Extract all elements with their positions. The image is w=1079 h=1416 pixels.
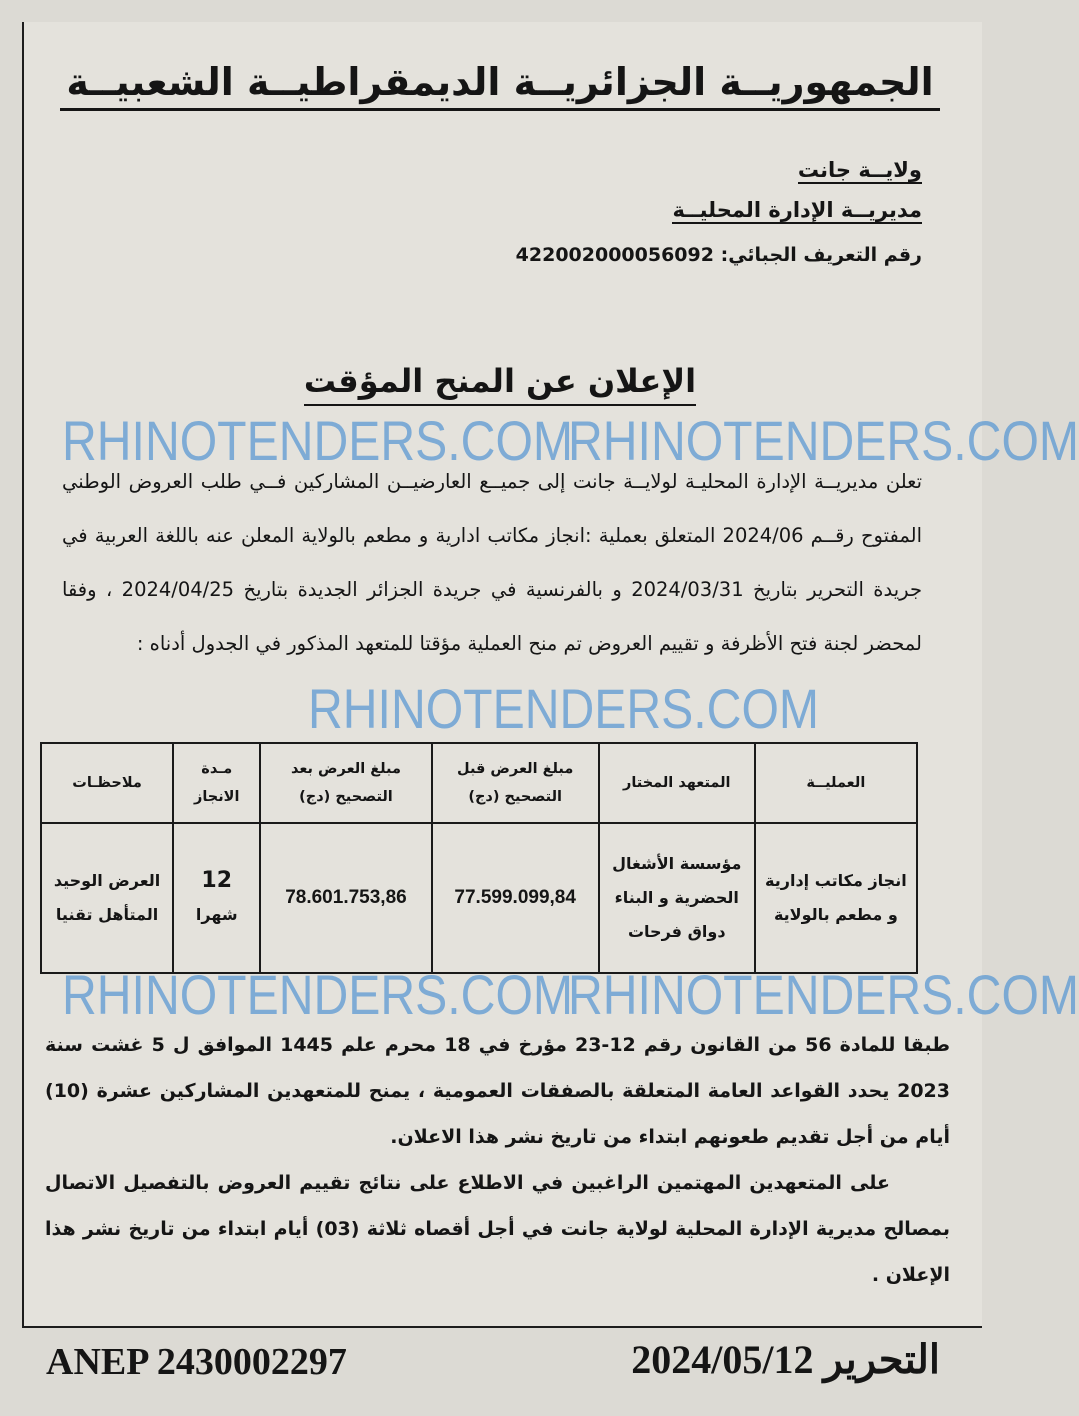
announcement-body: تعلن مديريــة الإدارة المحليـة لولايــة جانت إلى جميــع العارضيــن المشاركين فــي طلب العروض الوطني المفتوح رقــم 2024/06 المتعلق بعملية :انجاز مكاتب ادارية و مطعم بالولاية المعلن عنه باللغة العربية في جريدة التحرير بتاريخ 2024/03/31 و بالفرنسية في جريدة الجزائر الجديدة بتاريخ 2024/04/25 ، وفقا لمحضر لجنة فتح الأظرفة و تقييم العروض تم منح العملية مؤقتا للمتعهد المذكور في الجدول أدناه :: [62, 470, 922, 655]
header-duration: مـدة الانجاز: [173, 743, 260, 823]
anep-reference: ANEP 2430002297: [46, 1341, 347, 1383]
newspaper-name: التحرير: [823, 1337, 940, 1382]
directorate-name: مديريــة الإدارة المحليــة: [672, 198, 922, 222]
cell-contractor: مؤسسة الأشغال الحضرية و البناء دواق فرحات: [599, 823, 755, 973]
tax-id-label: رقم التعريف الجبائي:: [720, 244, 922, 266]
watermark: RHINOTENDERS.COM: [62, 409, 574, 472]
legal-notice: [45, 1022, 950, 1298]
header-notes: ملاحظـات: [41, 743, 173, 823]
cell-after: 78.601.753,86: [260, 823, 431, 973]
wilaya-name: ولايــة جانت: [797, 158, 922, 182]
cell-duration: [173, 823, 260, 973]
watermark: RHINOTENDERS.COM: [308, 677, 820, 740]
watermark: RHINOTENDERS.COM: [568, 409, 1079, 472]
publication-line: [631, 1336, 940, 1383]
header-before: مبلغ العرض قبل التصحيح (دج): [432, 743, 599, 823]
header-contractor: المتعهد المختار: [599, 743, 755, 823]
table-row: [41, 823, 917, 973]
publication-date: 2024/05/12: [631, 1337, 814, 1382]
cell-before: 77.599.099,84: [432, 823, 599, 973]
tax-id: [516, 244, 922, 266]
header-after: مبلغ العرض بعد التصحيح (دج): [260, 743, 431, 823]
announcement-title: الإعلان عن المنح المؤقت: [0, 362, 1000, 400]
header-operation: العمليــة: [755, 743, 917, 823]
table-header-row: [41, 743, 917, 823]
legal-paragraph-appeal: طبقا للمادة 56 من القانون رقم 12-23 مؤرخ في 18 محرم علم 1445 الموافق ل 5 غشت سنة 2023 يحدد القواعد العامة المتعلقة بالصفقات العمومية ، يمنح للمتعهدين المشاركين عشرة (10) أيام من أجل تقديم طعونهم ابتداء من تاريخ نشر هذا الاعلان.: [45, 1034, 950, 1148]
tax-id-value: 422002000056092: [515, 244, 714, 266]
award-table: [40, 742, 918, 974]
duration-value: 12: [201, 868, 233, 893]
duration-unit: شهرا: [195, 905, 238, 924]
cell-operation: انجاز مكاتب إدارية و مطعم بالولاية: [755, 823, 917, 973]
cell-notes: العرض الوحيد المتأهل تقنيا: [41, 823, 173, 973]
watermark: RHINOTENDERS.COM: [568, 963, 1079, 1026]
republic-title: الجمهوريــة الجزائريــة الديمقراطيــة الشعبيــة: [0, 60, 1000, 104]
watermark: RHINOTENDERS.COM: [62, 963, 574, 1026]
legal-paragraph-contact: على المتعهدين المهتمين الراغبين في الاطلاع على نتائج تقييم العروض بالتفصيل الاتصال بمصالح مديرية الإدارة المحلية لولاية جانت في أجل أقصاه ثلاثة (03) أيام ابتداء من تاريخ نشر هذا الإعلان .: [45, 1172, 950, 1286]
